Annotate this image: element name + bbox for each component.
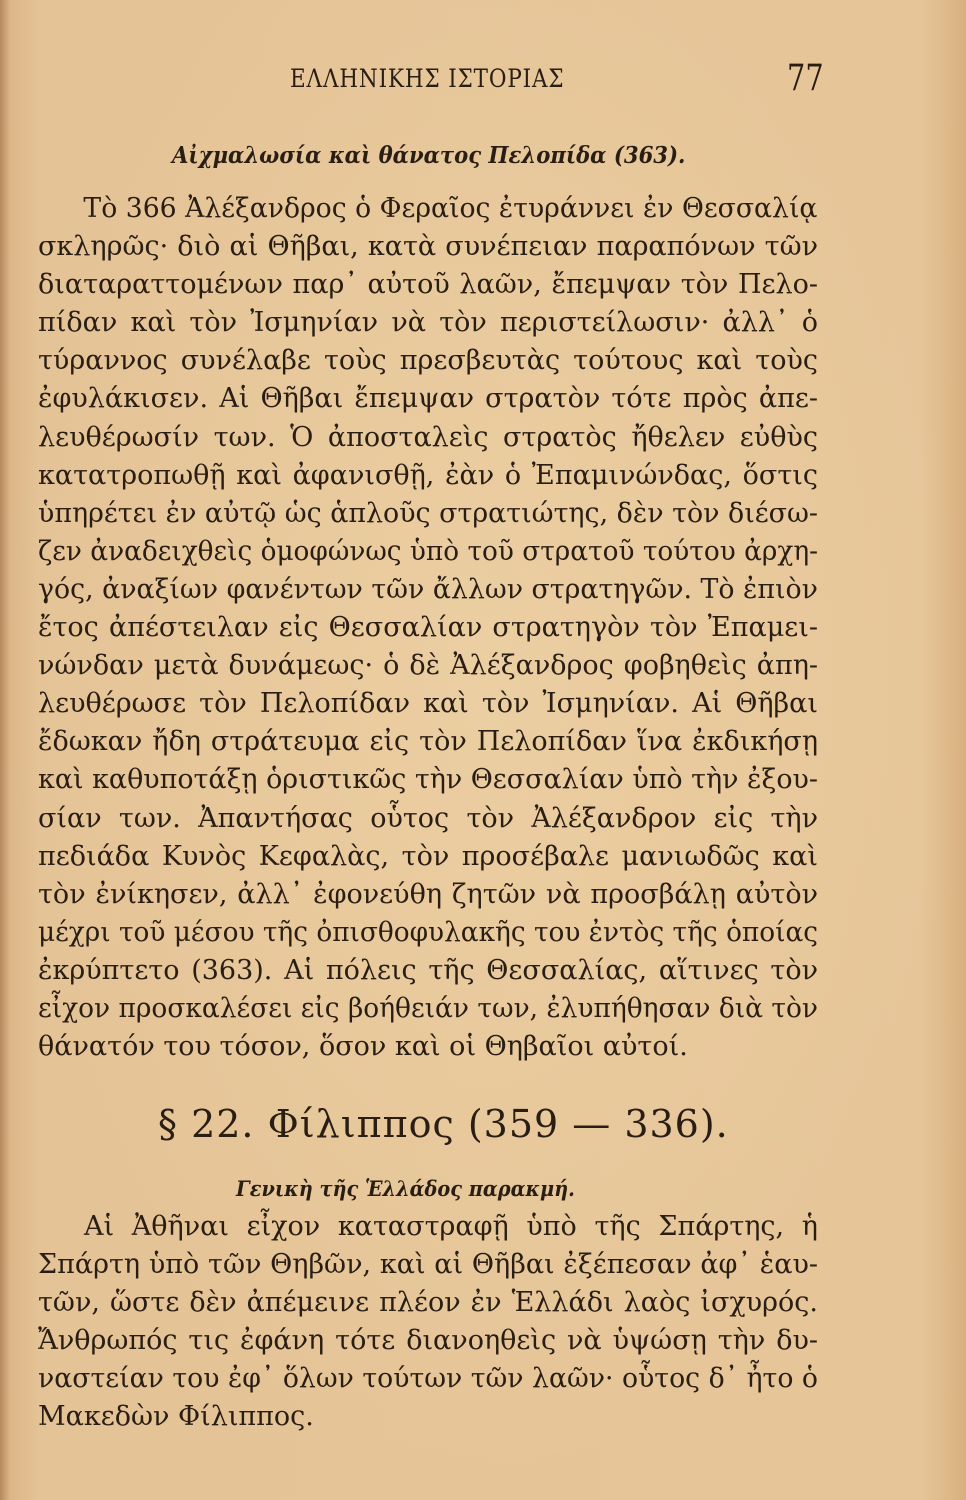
text-line: ὑπηρέτει ἐν αὐτῷ ὡς ἁπλοῦς στρατιώτης, δὲν τὸν διέσω-: [38, 497, 818, 529]
text-line: νώνδαν μετὰ δυνάμεως· ὁ δὲ Ἀλέξανδρος φοβηθεὶς ἀπη-: [38, 650, 818, 682]
text-line: κατατροπωθῇ καὶ ἀφανισθῇ, ἐὰν ὁ Ἐπαμινώνδας, ὅστις: [38, 459, 818, 491]
text-line: πίδαν καὶ τὸν Ἰσμηνίαν νὰ τὸν περιστείλωσιν· ἀλλ᾽ ὁ: [38, 307, 818, 339]
text-line: Ἄνθρωπός τις ἐφάνη τότε διανοηθεὶς νὰ ὑψώσῃ τὴν δυ-: [38, 1325, 818, 1357]
text-line: ναστείαν του ἐφ᾽ ὅλων τούτων τῶν λαῶν· οὗτος δ᾽ ἦτο ὁ: [38, 1363, 818, 1395]
section-paragraph: [38, 190, 818, 1066]
text-line: Μακεδὼν Φίλιππος.: [38, 1401, 314, 1433]
page-edge-shadow: [0, 0, 10, 1500]
text-line: ἔδωκαν ἤδη στράτευμα εἰς τὸν Πελοπίδαν ἵνα ἐκδικήσῃ: [38, 726, 818, 758]
text-line: καὶ καθυποτάξῃ ὁριστικῶς τὴν Θεσσαλίαν ὑπὸ τὴν ἐξου-: [38, 764, 818, 796]
text-line: ἔτος ἀπέστειλαν εἰς Θεσσαλίαν στρατηγὸν τὸν Ἐπαμει-: [38, 612, 818, 644]
text-line: Τὸ 366 Ἀλέξανδρος ὁ Φεραῖος ἐτυράννει ἐν Θεσσαλίᾳ: [83, 193, 818, 224]
chapter-subheading: Γενικὴ τῆς Ἑλλάδος παρακμή.: [236, 1176, 575, 1201]
text-line: Σπάρτη ὑπὸ τῶν Θηβῶν, καὶ αἱ Θῆβαι ἐξέπεσαν ἀφ᾽ ἑαυ-: [38, 1249, 818, 1281]
text-line: τὸν ἐνίκησεν, ἀλλ᾽ ἐφονεύθη ζητῶν νὰ προσβάλῃ αὐτὸν: [38, 878, 818, 910]
text-line: τῶν, ὥστε δὲν ἀπέμεινε πλέον ἐν Ἑλλάδι λαὸς ἰσχυρός.: [38, 1287, 818, 1319]
page-header: [0, 58, 966, 102]
running-title: ΕΛΛΗΝΙΚΗΣ ΙΣΤΟΡΙΑΣ: [290, 64, 565, 93]
section-heading: Αἰχμαλωσία καὶ θάνατος Πελοπίδα (363).: [172, 142, 686, 169]
chapter-heading: § 22. Φίλιππος (359 — 336).: [158, 1102, 729, 1146]
text-line: πεδιάδα Κυνὸς Κεφαλὰς, τὸν προσέβαλε μανιωδῶς καὶ: [38, 840, 818, 872]
text-line: γός, ἀναξίων φανέντων τῶν ἄλλων στρατηγῶν. Τὸ ἐπιὸν: [38, 573, 818, 605]
text-line: σκληρῶς· διὸ αἱ Θῆβαι, κατὰ συνέπειαν παραπόνων τῶν: [38, 231, 818, 263]
text-line: διαταραττομένων παρ᾽ αὐτοῦ λαῶν, ἔπεμψαν τὸν Πελο-: [38, 269, 818, 301]
text-line: σίαν των. Ἀπαντήσας οὗτος τὸν Ἀλέξανδρον εἰς τὴν: [38, 802, 818, 834]
text-line: μέχρι τοῦ μέσου τῆς ὀπισθοφυλακῆς του ἐντὸς τῆς ὁποίας: [38, 916, 819, 948]
text-line: τύραννος συνέλαβε τοὺς πρεσβευτὰς τούτους καὶ τοὺς: [38, 345, 818, 377]
text-line: εἶχον προσκαλέσει εἰς βοήθειάν των, ἐλυπήθησαν διὰ τὸν: [38, 992, 819, 1024]
text-line: ἐκρύπτετο (363). Αἱ πόλεις τῆς Θεσσαλίας, αἵτινες τὸν: [38, 954, 818, 986]
text-line: θάνατόν του τόσον, ὅσον καὶ οἱ Θηβαῖοι αὐτοί.: [38, 1031, 688, 1063]
text-line: λευθέρωσε τὸν Πελοπίδαν καὶ τὸν Ἰσμηνίαν. Αἱ Θῆβαι: [38, 688, 818, 720]
chapter-paragraph: [38, 1208, 818, 1437]
text-line: ζεν ἀναδειχθεὶς ὁμοφώνως ὑπὸ τοῦ στρατοῦ τούτου ἀρχη-: [38, 535, 818, 567]
text-line: Αἱ Ἀθῆναι εἶχον καταστραφῇ ὑπὸ τῆς Σπάρτης, ἡ: [84, 1211, 818, 1242]
text-line: ἐφυλάκισεν. Αἱ Θῆβαι ἔπεμψαν στρατὸν τότε πρὸς ἀπε-: [38, 383, 818, 415]
page-number: 77: [787, 58, 824, 99]
text-line: λευθέρωσίν των. Ὁ ἀποσταλεὶς στρατὸς ἤθελεν εὐθὺς: [38, 421, 818, 453]
